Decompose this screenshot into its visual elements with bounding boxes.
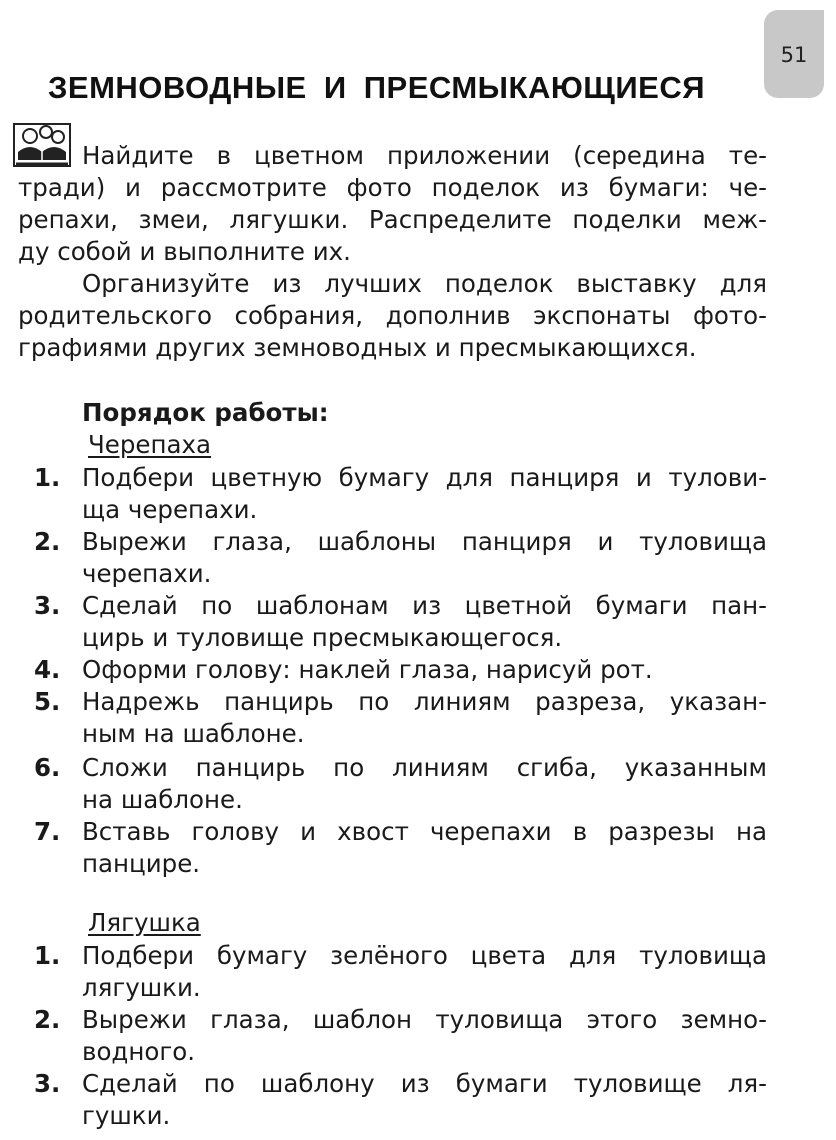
step-number: 4. — [34, 655, 61, 684]
step-text — [82, 462, 767, 526]
frog-section-title: Лягушка — [88, 908, 201, 937]
text-line: ным на шаблоне. — [82, 719, 305, 748]
text-line: Надрежь панцирь по линиям разреза, указан- — [82, 687, 767, 716]
text-line: Вырежи глаза, шаблоны панциря и туловища — [82, 527, 767, 556]
turtle-section-title: Черепаха — [88, 430, 212, 459]
step-number: 2. — [34, 1005, 61, 1034]
step-text — [82, 654, 767, 686]
intro-paragraph-1-cont — [18, 172, 767, 268]
step-text — [82, 1004, 767, 1068]
step-number: 1. — [34, 463, 61, 492]
step-text — [82, 816, 767, 880]
text-line: Вырежи глаза, шаблон туловища этого земно- — [82, 1005, 767, 1034]
text-line: графиями других земноводных и пресмыкающихся. — [18, 333, 697, 362]
text-line: Найдите в цветном приложении (середина те- — [82, 141, 767, 170]
page-number-tab — [764, 10, 824, 98]
text-line: панцире. — [82, 849, 201, 878]
text-line: ща черепахи. — [82, 495, 258, 524]
text-line: Сложи панцирь по линиям сгиба, указанным — [82, 753, 767, 782]
step-number: 2. — [34, 527, 61, 556]
text-line: лягушки. — [82, 973, 201, 1002]
step-text — [82, 590, 767, 654]
text-line: Оформи голову: наклей глаза, нарисуй рот. — [82, 655, 653, 684]
intro-paragraph-1 — [82, 140, 767, 172]
step-number: 1. — [34, 941, 61, 970]
text-line: водного. — [82, 1037, 196, 1066]
step-text — [82, 1068, 767, 1132]
text-line: на шаблоне. — [82, 785, 243, 814]
text-line: гушки. — [82, 1101, 171, 1130]
text-line: цирь и туловище пресмыкающегося. — [82, 623, 563, 652]
step-text — [82, 940, 767, 1004]
text-line: ду собой и выполните их. — [18, 237, 351, 266]
step-number: 3. — [34, 591, 61, 620]
step-text — [82, 686, 767, 750]
intro-paragraph-2 — [82, 268, 767, 300]
text-line: репахи, змеи, лягушки. Распределите поделки меж- — [18, 205, 767, 234]
step-number: 5. — [34, 687, 61, 716]
step-text — [82, 526, 767, 590]
step-number: 7. — [34, 817, 61, 846]
text-line: Вставь голову и хвост черепахи в разрезы на — [82, 817, 767, 846]
step-number: 6. — [34, 753, 61, 782]
step-number: 3. — [34, 1069, 61, 1098]
text-line: черепахи. — [82, 559, 212, 588]
procedure-heading: Порядок работы: — [82, 398, 329, 427]
page-number: 51 — [780, 43, 808, 67]
text-line: Организуйте из лучших поделок выставку для — [82, 269, 767, 298]
reading-children-icon — [12, 122, 72, 168]
text-line: Подбери бумагу зелёного цвета для туловища — [82, 941, 767, 970]
text-line: тради) и рассмотрите фото поделок из бумаги: че- — [18, 173, 767, 202]
intro-paragraph-2-cont — [18, 300, 767, 364]
page-title: ЗЕМНОВОДНЫЕ И ПРЕСМЫКАЮЩИЕСЯ — [48, 70, 706, 105]
text-line: Подбери цветную бумагу для панциря и тулови- — [82, 463, 767, 492]
text-line: Сделай по шаблонам из цветной бумаги пан- — [82, 591, 767, 620]
text-line: Сделай по шаблону из бумаги туловище ля- — [82, 1069, 767, 1098]
step-text — [82, 752, 767, 816]
text-line: родительского собрания, дополнив экспонаты фото- — [18, 301, 767, 330]
